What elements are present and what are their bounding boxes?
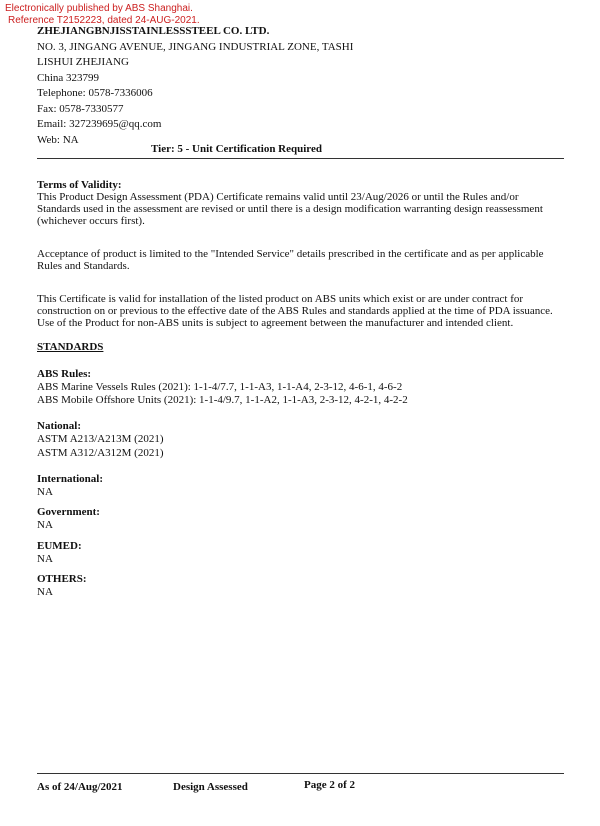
footer-date: As of 24/Aug/2021 <box>37 781 123 793</box>
standards-group-label: OTHERS: <box>37 572 87 585</box>
terms-heading: Terms of Validity: <box>37 179 122 191</box>
footer-divider <box>37 773 564 774</box>
footer-page-number: Page 2 of 2 <box>304 779 356 791</box>
terms-paragraph-2: Acceptance of product is limited to the "Intended Service" details prescribed in the certificate and as per applicable Rules and Standards. <box>37 248 544 272</box>
standards-line: NA <box>37 586 53 599</box>
website: Web: NA <box>37 133 79 146</box>
address-country: China 323799 <box>37 71 100 84</box>
standards-group-international <box>37 473 564 499</box>
standards-group-abs <box>37 368 564 408</box>
stamp-line-2: Reference T2152223, dated 24-AUG-2021. <box>8 14 200 26</box>
stamp-line-1: Electronically published by ABS Shanghai. <box>5 3 193 14</box>
terms-paragraph-3: This Certificate is valid for installation of the listed product on ABS units which exist or are under contract for construction on or previous to the effective date of the ABS Rules and standards applied at the time of PDA issuance. Use of the Product for non-ABS units is subject to agreement between the manufacturer and intended client. <box>37 293 553 329</box>
header-divider <box>37 158 564 159</box>
standards-heading: STANDARDS <box>37 341 104 354</box>
company-name: ZHEJIANGBNJISSTAINLESSSTEEL CO. LTD. <box>37 25 270 37</box>
standards-line: NA <box>37 485 53 498</box>
standards-group-national <box>37 420 564 460</box>
standards-line: ASTM A312/A312M (2021) <box>37 446 164 459</box>
terms-paragraph-1: This Product Design Assessment (PDA) Certificate remains valid until 23/Aug/2026 or until the Rules and/or Standards used in the assessment are revised or until there is a design modification warranting design reassessment (whichever occurs first). <box>37 191 543 227</box>
document-body <box>37 179 564 599</box>
standards-line: ABS Marine Vessels Rules (2021): 1-1-4/7.7, 1-1-A3, 1-1-A4, 2-3-12, 4-6-1, 4-6-2 <box>37 380 403 393</box>
standards-group-label: ABS Rules: <box>37 367 92 380</box>
standards-line: ASTM A213/A213M (2021) <box>37 433 164 446</box>
address-city: LISHUI ZHEJIANG <box>37 56 129 68</box>
standards-line: NA <box>37 552 53 565</box>
address-street: NO. 3, JINGANG AVENUE, JINGANG INDUSTRIAL ZONE, TASHI <box>37 40 354 53</box>
address-block <box>37 25 557 149</box>
standards-group-government <box>37 506 564 532</box>
email: Email: 327239695@qq.com <box>37 118 162 130</box>
standards-group-label: National: <box>37 420 81 433</box>
standards-line: ABS Mobile Offshore Units (2021): 1-1-4/9.7, 1-1-A2, 1-1-A3, 2-3-12, 4-2-1, 4-2-2 <box>37 394 408 406</box>
standards-group-label: EUMED: <box>37 539 82 552</box>
electronic-publication-stamp <box>5 3 200 26</box>
standards-group-others <box>37 573 564 599</box>
standards-group-eumed <box>37 540 564 566</box>
footer-status: Design Assessed <box>173 781 248 793</box>
standards-group-label: Government: <box>37 506 100 519</box>
standards-line: NA <box>37 519 53 532</box>
tier-label: Tier: 5 - Unit Certification Required <box>151 143 322 155</box>
fax: Fax: 0578-7330577 <box>37 102 124 115</box>
standards-group-label: International: <box>37 472 103 485</box>
telephone: Telephone: 0578-7336006 <box>37 87 153 99</box>
